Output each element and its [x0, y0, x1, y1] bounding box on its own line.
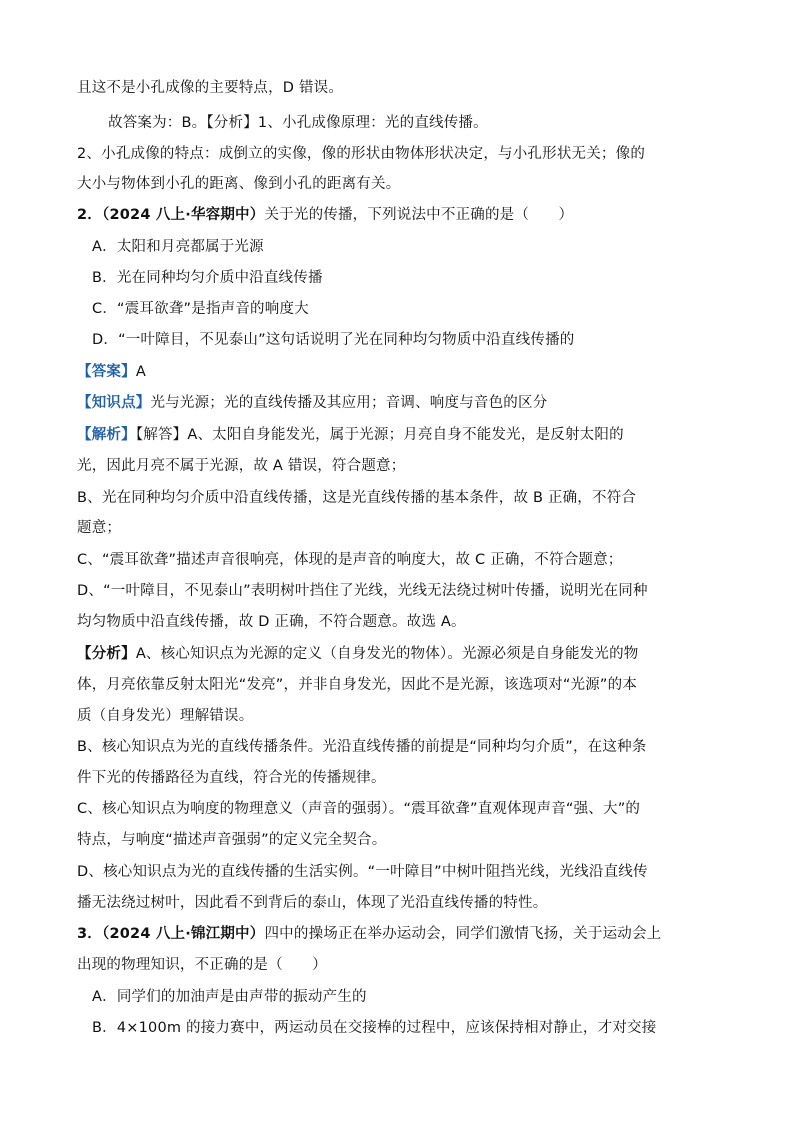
option-d: D．“一叶障目，不见泰山”这句话说明了光在同种均匀物质中沿直线传播的: [92, 332, 575, 348]
fenxi-line: 件下光的传播路径为直线，符合光的传播规律。: [77, 770, 386, 786]
analysis-line: 光，因此月亮不属于光源，故 A 错误，符合题意；: [77, 458, 406, 474]
option-b: B．4×100m 的接力赛中，两运动员在交接棒的过程中，应该保持相对静止，才对交接: [92, 1020, 657, 1036]
option-c: C．“震耳欲聋”是指声音的响度大: [92, 301, 309, 317]
answer-tag: 【答案】: [77, 364, 136, 380]
option-b: B．光在同种均匀介质中沿直线传播: [92, 270, 323, 286]
question-source: （2024 八上·华容期中）: [102, 207, 265, 223]
question-2-header: [77, 205, 573, 225]
analysis-line: B、光在同种均匀介质中沿直线传播，这是光直线传播的基本条件，故 B 正确，不符合: [77, 490, 637, 506]
question-number: 3．: [77, 926, 102, 942]
fenxi-line: 特点，与响度“描述声音强弱”的定义完全契合。: [77, 832, 387, 848]
question-source: （2024 八上·锦江期中）: [102, 926, 265, 942]
analysis-line: D、“一叶障目，不见泰山”表明树叶挡住了光线，光线无法绕过树叶传播，说明光在同种: [77, 583, 648, 599]
knowledge-line: [77, 393, 547, 413]
option-a: A．太阳和月亮都属于光源: [92, 239, 264, 255]
answer-line: [77, 362, 146, 382]
knowledge-tag: 【知识点】: [77, 395, 151, 411]
question-stem: 出现的物理知识，不正确的是（ ）: [77, 957, 327, 973]
analysis-line: 均匀物质中沿直线传播，故 D 正确，不符合题意。故选 A。: [77, 614, 466, 630]
text-line: 大小与物体到小孔的距离、像到小孔的距离有关。: [77, 176, 401, 192]
text-line: 且这不是小孔成像的主要特点，D 错误。: [77, 80, 344, 96]
fenxi-line: [77, 644, 638, 664]
question-stem: 关于光的传播，下列说法中不正确的是（ ）: [264, 207, 574, 223]
question-stem: 四中的操场正在举办运动会，同学们激情飞扬，关于运动会上: [264, 926, 662, 942]
fenxi-line: B、核心知识点为光的直线传播条件。光沿直线传播的前提是“同种均匀介质”，在这种条: [77, 739, 647, 755]
text-line: 2、小孔成像的特点：成倒立的实像，像的形状由物体形状决定，与小孔形状无关；像的: [77, 146, 646, 162]
fenxi-line: 播无法绕过树叶，因此看不到背后的泰山，体现了光沿直线传播的特性。: [77, 895, 548, 911]
analysis-line: C、“震耳欲聋”描述声音很响亮，体现的是声音的响度大，故 C 正确，不符合题意；: [77, 552, 623, 568]
fenxi-line: 体，月亮依靠反射太阳光“发亮”，并非自身发光，因此不是光源，该选项对“光源”的本: [77, 677, 638, 693]
analysis-line: 题意；: [77, 520, 122, 536]
question-number: 2．: [77, 207, 102, 223]
fenxi-line: C、核心知识点为响度的物理意义（声音的强弱）。“震耳欲聋”直观体现声音“强、大”的: [77, 801, 641, 817]
fenxi-tag: 【分析】: [77, 646, 136, 662]
fenxi-line: D、核心知识点为光的直线传播的生活实例。“一叶障目”中树叶阻挡光线，光线沿直线传: [77, 864, 648, 880]
knowledge-text: 光与光源；光的直线传播及其应用；音调、响度与音色的区分: [150, 395, 548, 411]
analysis-line: [77, 425, 624, 445]
question-3-header: [77, 924, 661, 944]
text-line: 故答案为：B。【分析】1、小孔成像原理：光的直线传播。: [108, 115, 488, 131]
analysis-text: 【解答】A、太阳自身能发光，属于光源；月亮自身不能发光，是反射太阳的: [135, 427, 624, 443]
fenxi-line: 质（自身发光）理解错误。: [77, 708, 254, 724]
option-a: A．同学们的加油声是由声带的振动产生的: [92, 989, 367, 1005]
analysis-tag: 【解析】: [77, 427, 136, 443]
answer-value: A: [135, 364, 146, 380]
fenxi-text: A、核心知识点为光源的定义（自身发光的物体）。光源必须是自身能发光的物: [135, 646, 639, 662]
